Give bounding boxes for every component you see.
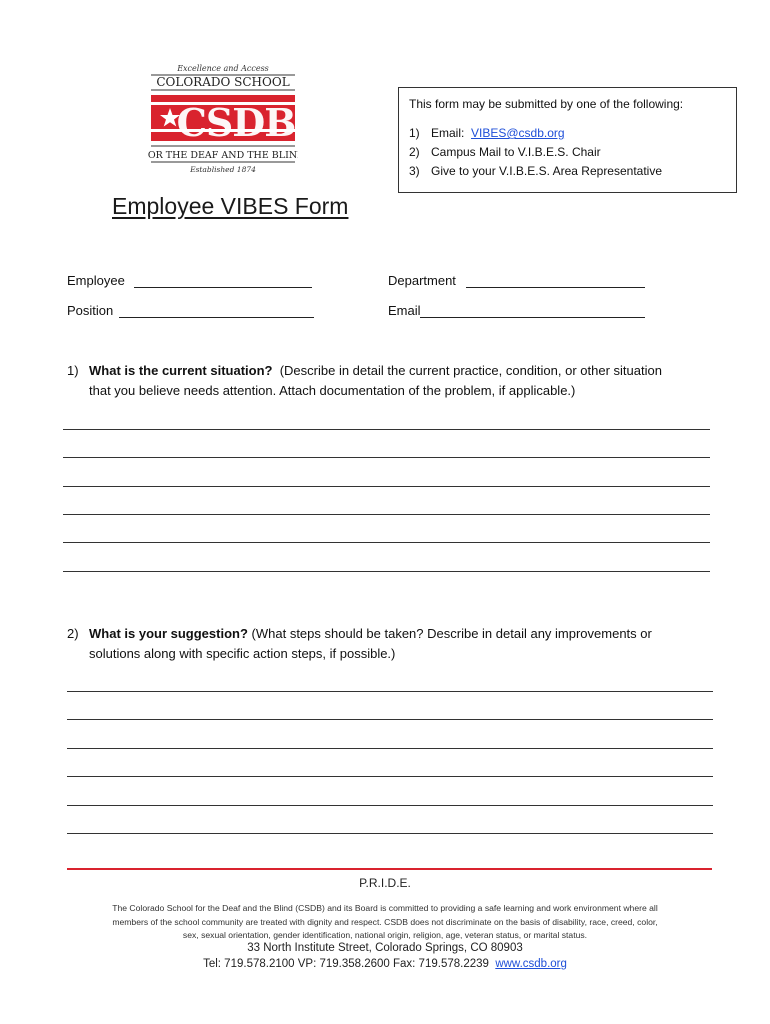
- vibes-email-link[interactable]: VIBES@csdb.org: [471, 126, 565, 140]
- logo-tagline: Excellence and Access: [177, 64, 269, 73]
- submission-instructions-box: [398, 87, 737, 193]
- answer-line-1-1[interactable]: [63, 429, 710, 430]
- question-number: 1): [67, 363, 79, 378]
- school-address: 33 North Institute Street, Colorado Springs, CO 80903: [247, 942, 523, 954]
- logo-school-name: COLORADO SCHOOL: [156, 75, 290, 89]
- answer-line-2-6[interactable]: [67, 833, 713, 834]
- answer-line-2-5[interactable]: [67, 805, 713, 806]
- form-title: Employee VIBES Form: [112, 193, 349, 219]
- email-label: Email: [388, 303, 421, 318]
- question-2-detail-cont: solutions along with specific action steps, if possible.): [89, 646, 396, 661]
- option-number: 2): [409, 145, 420, 159]
- pride-heading: P.R.I.D.E.: [359, 876, 411, 890]
- answer-line-1-2[interactable]: [63, 457, 710, 458]
- question-1-detail: (Describe in detail the current practice, condition, or other situation: [279, 363, 662, 378]
- option-text: Give to your V.I.B.E.S. Area Representative: [431, 164, 663, 178]
- department-label: Department: [388, 273, 456, 288]
- submission-option-email: [409, 124, 662, 143]
- question-number: 2): [67, 626, 79, 641]
- contact-line: [0, 958, 770, 970]
- answer-line-1-4[interactable]: [63, 514, 710, 515]
- footer-divider: [67, 868, 712, 870]
- policy-line: sex, sexual orientation, gender identification, national origin, religion, age, veteran status, or marital status.: [182, 930, 588, 940]
- department-field[interactable]: [466, 287, 645, 288]
- employee-label: Employee: [67, 273, 125, 288]
- policy-line: members of the school community are treated with dignity and respect. CSDB does not discriminate on the basis of disability, race, creed, color,: [112, 916, 658, 927]
- submission-intro: This form may be submitted by one of the following:: [409, 97, 684, 111]
- submission-option-representative: [409, 162, 662, 181]
- question-2: [67, 624, 727, 664]
- submission-options: [409, 124, 662, 181]
- option-text: Campus Mail to V.I.B.E.S. Chair: [431, 145, 601, 159]
- question-1-heading: What is the current situation?: [89, 363, 273, 378]
- option-number: 1): [409, 126, 420, 140]
- position-field[interactable]: [119, 317, 314, 318]
- logo-subtitle: FOR THE DEAF AND THE BLIND: [148, 150, 298, 161]
- email-field[interactable]: [420, 317, 645, 318]
- csdb-logo: [148, 62, 298, 177]
- submission-option-campus-mail: [409, 143, 662, 162]
- phone-numbers: Tel: 719.578.2100 VP: 719.358.2600 Fax: 719.578.2239: [203, 958, 489, 970]
- position-label: Position: [67, 303, 114, 318]
- question-1: [67, 361, 727, 401]
- answer-line-1-6[interactable]: [63, 571, 710, 572]
- option-number: 3): [409, 164, 420, 178]
- answer-line-2-3[interactable]: [67, 748, 713, 749]
- answer-line-1-5[interactable]: [63, 542, 710, 543]
- question-2-heading: What is your suggestion?: [89, 626, 248, 641]
- employee-field[interactable]: [134, 287, 312, 288]
- question-1-detail-cont: that you believe needs attention. Attach documentation of the problem, if applicable.): [89, 383, 576, 398]
- website-link[interactable]: www.csdb.org: [495, 958, 567, 970]
- policy-line: The Colorado School for the Deaf and the Blind (CSDB) and its Board is committed to providing a safe learning and work environment where all: [112, 903, 658, 913]
- logo-monogram: CSDB: [176, 100, 296, 145]
- answer-line-2-4[interactable]: [67, 776, 713, 777]
- nondiscrimination-policy: [62, 902, 708, 943]
- logo-established: Established 1874: [190, 165, 256, 174]
- answer-line-2-1[interactable]: [67, 691, 713, 692]
- answer-line-1-3[interactable]: [63, 486, 710, 487]
- option-email-prefix: Email:: [431, 126, 472, 140]
- answer-line-2-2[interactable]: [67, 719, 713, 720]
- question-2-detail: (What steps should be taken? Describe in detail any improvements or: [251, 626, 652, 641]
